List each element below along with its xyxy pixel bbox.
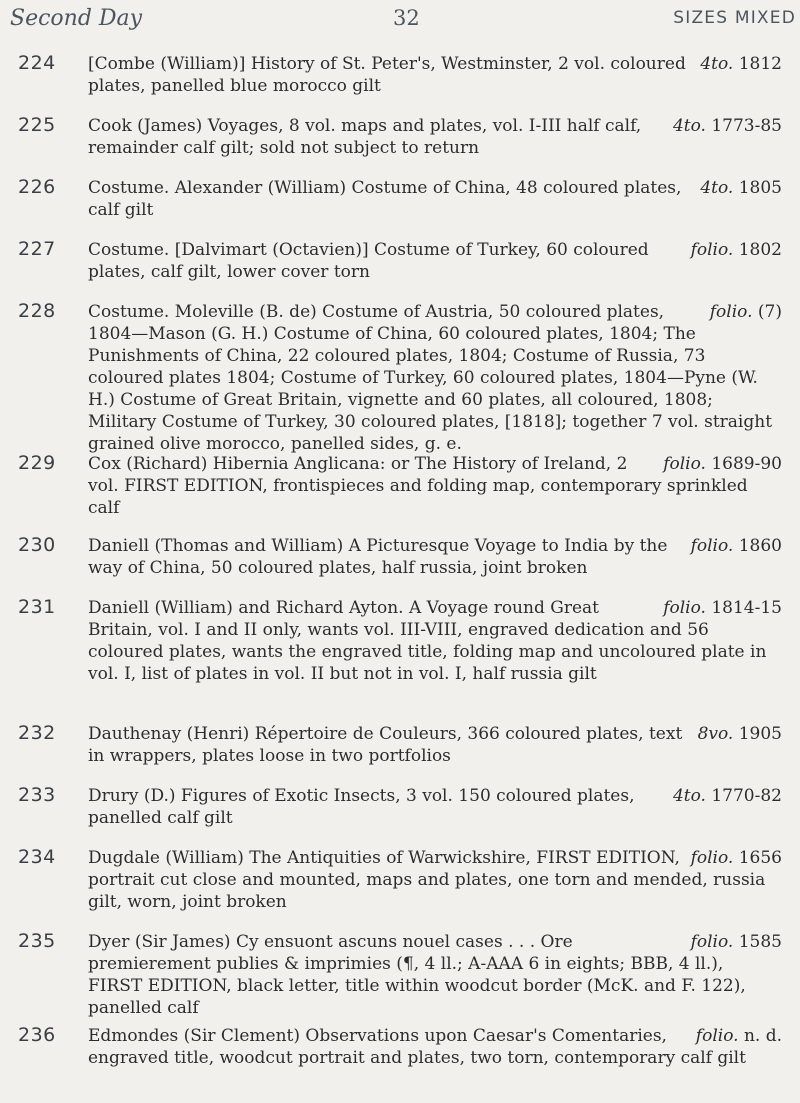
lot-description	[88, 177, 782, 221]
lot-number: 235	[18, 930, 56, 952]
lot-format: folio. 1802	[690, 240, 782, 260]
lot-date: 1689-90	[711, 454, 782, 474]
lot-description	[88, 723, 782, 767]
lot-number: 226	[18, 176, 56, 198]
lot-text: Dyer (Sir James) Cy ensuont ascuns nouel cases . . . Ore premierement publies & imprimies (¶, 4 ll.; A-AAA 6 in eights; BBB, 4 ll.), FIRST EDITION, black letter, title within woodcut border (McK. and F. 122), panelled calf	[88, 932, 746, 1018]
lot-number: 233	[18, 784, 56, 806]
lot-description	[88, 53, 782, 97]
lot-description	[88, 115, 782, 159]
lot-format: folio. (7)	[709, 302, 782, 322]
lot-text: Dauthenay (Henri) Répertoire de Couleurs, 366 coloured plates, text in wrappers, plates loose in two portfolios	[88, 724, 683, 766]
section-heading: SIZES MIXED	[673, 8, 796, 28]
lot-description	[88, 1025, 782, 1069]
lot-date: 1773-85	[711, 116, 782, 136]
lot-text: Cook (James) Voyages, 8 vol. maps and plates, vol. I-III half calf, remainder calf gilt; sold not subject to return	[88, 116, 642, 158]
lot-number: 231	[18, 596, 56, 618]
lot-text: Cox (Richard) Hibernia Anglicana: or The History of Ireland, 2 vol. FIRST EDITION, frontispieces and folding map, contemporary sprinkled calf	[88, 454, 748, 518]
lot-date: 1770-82	[711, 786, 782, 806]
page-header	[10, 6, 796, 36]
lot-format: folio. 1860	[690, 536, 782, 556]
lot-text: Costume. Alexander (William) Costume of China, 48 coloured plates, calf gilt	[88, 178, 682, 220]
lot-description	[88, 597, 782, 685]
lot-date: (7)	[757, 302, 782, 322]
lot-number: 234	[18, 846, 56, 868]
lot-text: Costume. [Dalvimart (Octavien)] Costume of Turkey, 60 coloured plates, calf gilt, lower cover torn	[88, 240, 649, 282]
lot-text: Drury (D.) Figures of Exotic Insects, 3 vol. 150 coloured plates, panelled calf gilt	[88, 786, 635, 828]
lot-description	[88, 453, 782, 519]
lot-number: 225	[18, 114, 56, 136]
lot-text: Daniell (Thomas and William) A Picturesque Voyage to India by the way of China, 50 coloured plates, half russia, joint broken	[88, 536, 668, 578]
lot-number: 224	[18, 52, 56, 74]
lot-number: 227	[18, 238, 56, 260]
lot-format: folio. 1814-15	[663, 598, 782, 618]
lot-number: 232	[18, 722, 56, 744]
lot-format: folio. 1585	[690, 932, 782, 952]
lot-date: 1814-15	[711, 598, 782, 618]
lot-date: 1802	[738, 240, 782, 260]
lot-date: 1585	[738, 932, 782, 952]
lot-format: 4to. 1812	[700, 54, 782, 74]
lot-format: folio. 1689-90	[663, 454, 782, 474]
lot-format: folio. n. d.	[695, 1026, 782, 1046]
lot-format: 4to. 1805	[700, 178, 782, 198]
lot-date: 1905	[738, 724, 782, 744]
lot-text: Dugdale (William) The Antiquities of Warwickshire, FIRST EDITION, portrait cut close and mounted, maps and plates, one torn and mended, russia gilt, worn, joint broken	[88, 848, 766, 912]
lot-format: 4to. 1773-85	[672, 116, 782, 136]
lot-date: 1860	[738, 536, 782, 556]
lot-description	[88, 239, 782, 283]
lot-date: 1812	[738, 54, 782, 74]
lot-number: 236	[18, 1024, 56, 1046]
lot-description	[88, 535, 782, 579]
lot-text: Edmondes (Sir Clement) Observations upon Caesar's Comentaries, engraved title, woodcut portrait and plates, two torn, contemporary calf gilt	[88, 1026, 746, 1068]
lot-date: n. d.	[743, 1026, 782, 1046]
lot-text: [Combe (William)] History of St. Peter's, Westminster, 2 vol. coloured plates, panelled blue morocco gilt	[88, 54, 686, 96]
lot-text: Daniell (William) and Richard Ayton. A Voyage round Great Britain, vol. I and II only, wants vol. III-VIII, engraved dedication and 56 coloured plates, wants the engraved title, folding map and uncoloured plate in vol. I, list of plates in vol. II but not in vol. I, half russia gilt	[88, 598, 767, 684]
lot-number: 230	[18, 534, 56, 556]
lot-description	[88, 785, 782, 829]
lot-date: 1656	[738, 848, 782, 868]
lot-description	[88, 847, 782, 913]
lot-number: 229	[18, 452, 56, 474]
page-number: 32	[393, 6, 420, 30]
lot-text: Costume. Moleville (B. de) Costume of Austria, 50 coloured plates, 1804—Mason (G. H.) Costume of China, 60 coloured plates, 1804; The Punishments of China, 22 coloured plates, 1804; Costume of Russia, 73 coloured plates 1804; Costume of Turkey, 60 coloured plates, 1804—Pyne (W. H.) Costume of Great Britain, vignette and 60 plates, all coloured, 1808; Military Costume of Turkey, 30 coloured plates, [1818]; together 7 vol. straight grained olive morocco, panelled sides, g. e.	[88, 302, 773, 454]
sale-day-heading: Second Day	[10, 6, 143, 31]
lot-format: 4to. 1770-82	[672, 786, 782, 806]
lot-format: 8vo. 1905	[697, 724, 782, 744]
lot-number: 228	[18, 300, 56, 322]
lot-format: folio. 1656	[690, 848, 782, 868]
lot-description	[88, 301, 782, 455]
lot-date: 1805	[738, 178, 782, 198]
lot-description	[88, 931, 782, 1019]
